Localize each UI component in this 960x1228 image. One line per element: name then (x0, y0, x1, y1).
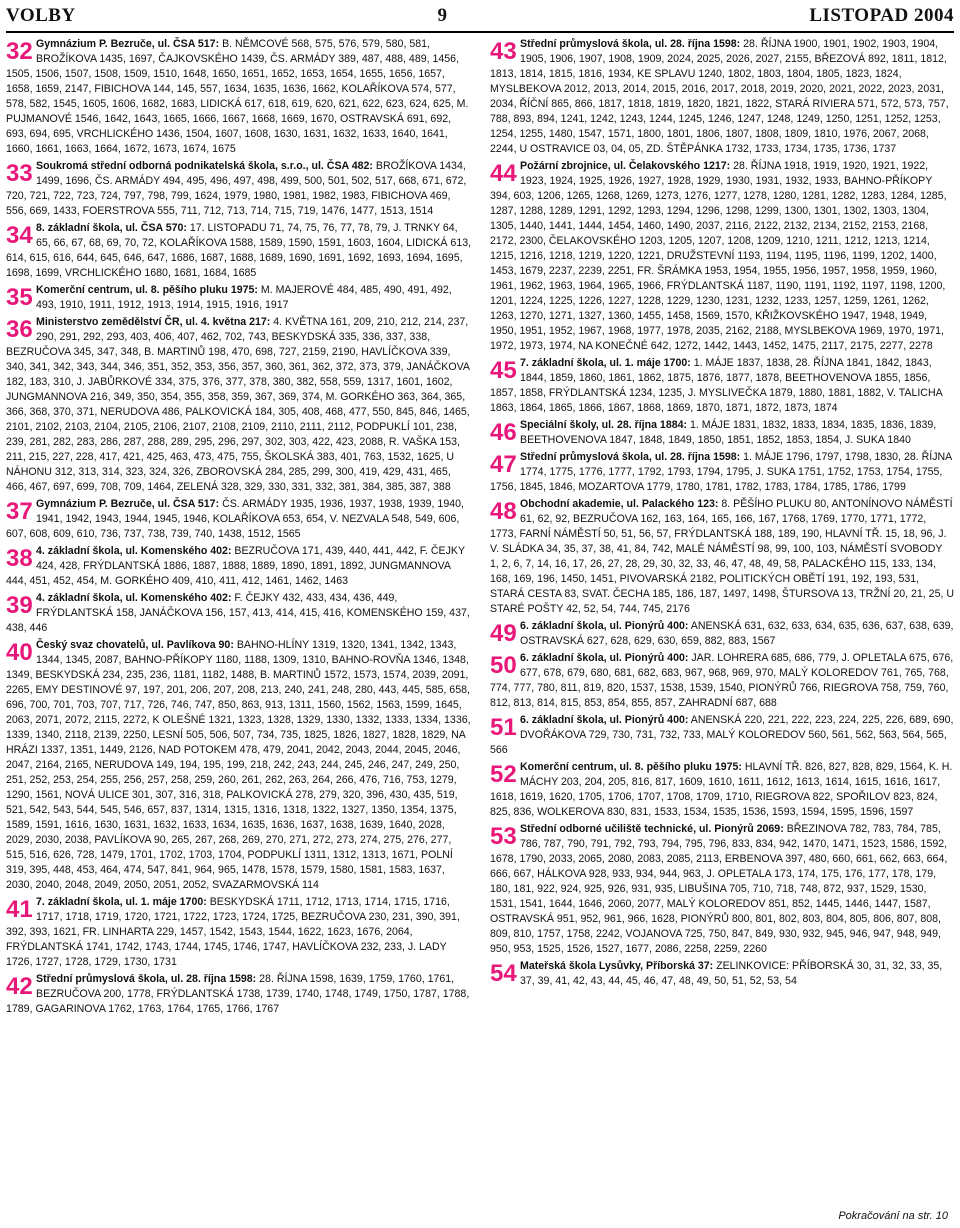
district-entry (490, 159, 954, 354)
street-list: BEZRUČOVA 171, 439, 440, 441, 442, F. ČEJKY 424, 428, FRÝDLANTSKÁ 1886, 1887, 1888, 1889, 1890, 1891, 1892, JUNGMANNOVA 444, 451, 452, 454, M. GORKÉHO 409, 410, 411, 412, 1461, 1462, 1463 (6, 545, 465, 587)
district-entry (6, 591, 472, 636)
polling-place: Střední průmyslová škola, ul. 28. října 1598: (520, 38, 741, 50)
district-entry (490, 356, 954, 416)
district-entry (490, 497, 954, 617)
district-entry (6, 895, 472, 970)
street-list: ANENSKÁ 631, 632, 633, 634, 635, 636, 637, 638, 639, OSTRAVSKÁ 627, 628, 629, 630, 659, 882, 883, 1567 (520, 620, 954, 647)
district-entry (490, 822, 954, 957)
street-list: ANENSKÁ 220, 221, 222, 223, 224, 225, 226, 689, 690, DVOŘÁKOVA 729, 730, 731, 732, 733, MALÝ KOLOREDOV 560, 561, 562, 563, 564, 565, 566 (490, 714, 954, 756)
polling-place: Gymnázium P. Bezruče, ul. ČSA 517: (36, 38, 220, 50)
columns (6, 37, 954, 1217)
polling-place: Obchodní akademie, ul. Palackého 123: (520, 498, 719, 510)
street-list: 4. KVĚTNA 161, 209, 210, 212, 214, 237, 290, 291, 292, 293, 403, 406, 407, 462, 702, 743, BESKYDSKÁ 335, 336, 337, 338, BEZRUČOVA 345, 347, 348, B. MARTINŮ 198, 470, 698, 727, 2159, 2190, HAVLÍČKOVA 339, 340, 341, 342, 343, 344, 346, 351, 352, 353, 356, 357, 360, 361, 362, 372, 373, 379, JANÁČKOVA 182, 183, 310, J. JABŮRKOVÉ 334, 375, 376, 377, 378, 380, 382, 558, 559, 1317, 1601, 1602, JUNGMANNOVA 216, 349, 350, 354, 355, 358, 359, 367, 369, 374, M. GORKÉHO 363, 364, 365, 366, 368, 370, 371, NERUDOVA 486, PALKOVICKÁ 184, 305, 408, 468, 477, 550, 845, 846, 1465, 2101, 2102, 2103, 2104, 2105, 2106, 2107, 2108, 2109, 2110, 2111, 2112, PODPUKLÍ 101, 238, 239, 281, 282, 283, 286, 287, 288, 289, 295, 296, 297, 302, 303, 422, 423, 2088, R. VAŠKA 153, 211, 215, 227, 228, 417, 421, 425, 463, 473, 475, 755, ŠKOLSKÁ 383, 401, 763, 1532, 1625, U NÁHONU 312, 313, 314, 323, 324, 326, ZBOROVSKÁ 284, 285, 299, 300, 419, 429, 431, 465, 466, 467, 697, 699, 708, 709, 1464, ZELENÁ 328, 329, 330, 331, 332, 381, 384, 385, 387, 388 (6, 316, 470, 493)
polling-place: Komerční centrum, ul. 8. pěšího pluku 1975: (520, 761, 742, 773)
district-entry (490, 37, 954, 157)
district-entry (6, 972, 472, 1017)
polling-place: Soukromá střední odborná podnikatelská škola, s.r.o., ul. ČSA 482: (36, 160, 373, 172)
district-entry (490, 713, 954, 758)
street-list: 1. MÁJE 1837, 1838, 28. ŘÍJNA 1841, 1842, 1843, 1844, 1859, 1860, 1861, 1862, 1875, 1876, 1877, 1878, BEETHOVENOVA 1855, 1856, 1857, 1858, FRÝDLANTSKÁ 1234, 1235, J. MYSLIVEČKA 1879, 1880, 1881, 1882, V. TALICHA 1863, 1864, 1865, 1866, 1867, 1868, 1869, 1870, 1871, 1872, 1873, 1874 (490, 357, 943, 414)
polling-place: 7. základní škola, ul. 1. máje 1700: (36, 896, 207, 908)
street-list: ZELINKOVICE: PŘÍBORSKÁ 30, 31, 32, 33, 35, 37, 39, 41, 42, 43, 44, 45, 46, 47, 48, 49, 50, 51, 52, 53, 54 (520, 960, 943, 987)
polling-place: 4. základní škola, ul. Komenského 402: (36, 592, 232, 604)
street-list: 17. LISTOPADU 71, 74, 75, 76, 77, 78, 79, J. TRNKY 64, 65, 66, 67, 68, 69, 70, 72, KOLAŘÍKOVA 1588, 1589, 1590, 1591, 1603, 1604, LIDICKÁ 613, 614, 615, 616, 644, 645, 646, 647, 1686, 1687, 1688, 1689, 1690, 1691, 1692, 1693, 1694, 1695, 1698, 1699, VRCHLICKÉHO 1680, 1681, 1684, 1685 (6, 222, 472, 279)
polling-place: Požární zbrojnice, ul. Čelakovského 1217: (520, 160, 731, 172)
polling-place: 6. základní škola, ul. Pionýrů 400: (520, 620, 689, 632)
polling-place: Střední odborné učiliště technické, ul. Pionýrů 2069: (520, 823, 784, 835)
polling-place: 8. základní škola, ul. ČSA 570: (36, 222, 187, 234)
street-list: 28. ŘÍJNA 1598, 1639, 1759, 1760, 1761, BEZRUČOVA 200, 1778, FRÝDLANTSKÁ 1738, 1739, 1740, 1748, 1749, 1750, 1787, 1788, 1789, GAGARINOVA 1762, 1763, 1764, 1765, 1766, 1767 (6, 973, 470, 1015)
district-number: 35 (6, 284, 33, 311)
polling-place: 6. základní škola, ul. Pionýrů 400: (520, 652, 689, 664)
street-list: 1. MÁJE 1796, 1797, 1798, 1830, 28. ŘÍJNA 1774, 1775, 1776, 1777, 1792, 1793, 1794, 1795, J. SUKA 1751, 1752, 1753, 1754, 1755, 1756, 1845, 1846, MOZARTOVA 1779, 1780, 1781, 1782, 1783, 1784, 1785, 1786, 1799 (490, 451, 952, 493)
street-list: 28. ŘÍJNA 1918, 1919, 1920, 1921, 1922, 1923, 1924, 1925, 1926, 1927, 1928, 1929, 1930, 1931, 1932, 1933, BAHNO-PŘÍKOPY 394, 603, 1206, 1265, 1268, 1269, 1273, 1276, 1277, 1278, 1280, 1281, 1282, 1283, 1284, 1285, 1287, 1288, 1289, 1291, 1292, 1293, 1294, 1296, 1298, 1299, 1300, 1301, 1302, 1303, 1304, 1305, 1440, 1441, 1444, 1454, 1460, 1490, 2037, 2116, 2122, 2132, 2134, 2152, 2153, 2168, 2172, 2300, ČELAKOVSKÉHO 1203, 1205, 1207, 1208, 1209, 1210, 1211, 1212, 1213, 1214, 1215, 1216, 1218, 1219, 1220, 1221, DRUŽSTEVNÍ 1193, 1194, 1195, 1196, 1199, 1202, 1400, 1453, 1679, 2237, 2239, 2251, FR. ŠRÁMKA 1953, 1954, 1955, 1956, 1957, 1958, 1959, 1960, 1961, 1962, 1963, 1964, 1965, 1966, FRÝDLANTSKÁ 1187, 1190, 1191, 1192, 1197, 1198, 1200, 1201, 1224, 1225, 1226, 1227, 1228, 1229, 1230, 1231, 1232, 1233, 1257, 1259, 1261, 1262, 1263, 1270, 1271, 1327, 1360, 1455, 1458, 1569, 1570, KŘIŽKOVSKÉHO 1947, 1948, 1949, 1950, 1951, 1952, 1967, 1968, 1977, 1978, 2035, 2162, 2188, MYSLBEKOVA 1969, 1970, 1971, 1972, 1973, 1974, NA KONEČNÉ 642, 1272, 1442, 1443, 1452, 1475, 2117, 2175, 2277, 2278 (490, 160, 947, 352)
district-number: 42 (6, 973, 33, 1000)
street-list: 8. PĚŠÍHO PLUKU 80, ANTONÍNOVO NÁMĚSTÍ 61, 62, 92, BEZRUČOVA 162, 163, 164, 165, 166, 167, 1768, 1769, 1770, 1771, 1772, 1773, FARNÍ NÁMĚSTÍ 50, 51, 56, 57, FRÝDLANTSKÁ 188, 189, 190, HLAVNÍ TŘ. 15, 18, 96, J. V. SLÁDKA 34, 35, 37, 38, 41, 84, 742, MALÉ NÁMĚSTÍ 98, 99, 100, 103, NÁMĚSTÍ SVOBODY 1, 2, 6, 7, 14, 16, 17, 26, 27, 28, 29, 30, 32, 33, 46, 47, 48, 49, 58, PALACKÉHO 115, 133, 134, 168, 169, 196, 1450, 1451, PIVOVARSKÁ 2182, POLITICKÝCH OBĚTÍ 191, 192, 193, 531, STARÁ CESTA 83, SVAT. ČECHA 185, 186, 187, 1497, 1498, ŠTURSOVA 13, TRŽNÍ 20, 21, 25, U STARÉ POŠTY 42, 52, 54, 744, 745, 2176 (490, 498, 954, 615)
district-entry (6, 221, 472, 281)
street-list: B. NĚMCOVÉ 568, 575, 576, 579, 580, 581, BROŽÍKOVA 1435, 1697, ČAJKOVSKÉHO 1439, ČS. ARMÁDY 389, 487, 488, 489, 1456, 1505, 1506, 1507, 1508, 1509, 1510, 1648, 1650, 1651, 1652, 1653, 1654, 1655, 1656, 1657, 1658, 1659, 2147, FIBICHOVA 144, 145, 557, 1634, 1635, 1636, 1662, KOLAŘÍKOVA 574, 577, 578, 582, 1545, 1605, 1606, 1682, 1683, LIDICKÁ 617, 618, 619, 620, 621, 622, 623, 624, 625, M. PUJMANOVÉ 1546, 1642, 1643, 1665, 1666, 1667, 1668, 1669, 1670, OSTRAVSKÁ 691, 692, 693, 694, 695, VRCHLICKÉHO 1436, 1504, 1607, 1608, 1630, 1631, 1632, 1633, 1640, 1641, 1660, 1661, 1663, 1664, 1672, 1673, 1674, 1675 (6, 38, 469, 155)
street-list: BROŽÍKOVA 1434, 1499, 1696, ČS. ARMÁDY 494, 495, 496, 497, 498, 499, 500, 501, 502, 517, 668, 671, 672, 720, 721, 722, 723, 724, 797, 798, 799, 1624, 1979, 1980, 1981, 1982, 1983, FIBICHOVA 469, 556, 669, 1433, FOERSTROVA 555, 711, 712, 713, 714, 715, 719, 1476, 1477, 1513, 1514 (6, 160, 467, 217)
polling-place: Ministerstvo zemědělství ČR, ul. 4. května 217: (36, 316, 271, 328)
continued-note: Pokračování na str. 10 (838, 1210, 948, 1222)
district-number: 53 (490, 823, 517, 850)
district-number: 41 (6, 896, 33, 923)
polling-place: Střední průmyslová škola, ul. 28. října 1598: (36, 973, 257, 985)
district-number: 45 (490, 357, 517, 384)
street-list: 28. ŘÍJNA 1900, 1901, 1902, 1903, 1904, 1905, 1906, 1907, 1908, 1909, 2024, 2025, 2026, 2027, 2155, BŘEZOVÁ 892, 1811, 1812, 1813, 1814, 1815, 1816, 1934, KE SPLAVU 1240, 1802, 1803, 1804, 1805, 1823, 1824, MYSLBEKOVA 2012, 2013, 2014, 2015, 2016, 2017, 2018, 2019, 2020, 2021, 2022, 2023, 2031, 2034, ŘÍČNÍ 865, 866, 1817, 1818, 1819, 1820, 1821, 1822, STARÁ RIVIERA 571, 572, 573, 757, 788, 893, 894, 1241, 1242, 1243, 1244, 1245, 1246, 1247, 1248, 1249, 1250, 1251, 1252, 1253, 1254, 1255, 1480, 1547, 1571, 1800, 1801, 1806, 1807, 1808, 1809, 1810, 1976, 2067, 2068, 2244, U OSTRAVICE 03, 04, 05, ZD. ŠTĚPÁNKA 1732, 1733, 1734, 1735, 1736, 1737 (490, 38, 949, 155)
district-entry (6, 315, 472, 495)
street-list: ČS. ARMÁDY 1935, 1936, 1937, 1938, 1939, 1940, 1941, 1942, 1943, 1944, 1945, 1946, KOLAŘÍKOVA 653, 654, V. NEZVALA 548, 549, 606, 607, 608, 609, 610, 736, 737, 738, 739, 740, 1438, 1512, 1565 (6, 498, 464, 540)
district-entry (6, 544, 472, 589)
district-entry (490, 760, 954, 820)
district-entry (490, 959, 954, 989)
district-number: 39 (6, 592, 33, 619)
district-number: 34 (6, 222, 33, 249)
district-entry (490, 418, 954, 448)
district-entry (490, 450, 954, 495)
district-number: 54 (490, 960, 517, 987)
district-number: 43 (490, 38, 517, 65)
district-number: 44 (490, 160, 517, 187)
district-number: 38 (6, 545, 33, 572)
left-column (6, 37, 480, 1217)
street-list: 1. MÁJE 1831, 1832, 1833, 1834, 1835, 1836, 1839, BEETHOVENOVA 1847, 1848, 1849, 1850, 1851, 1852, 1853, 1854, J. SUKA 1840 (520, 419, 937, 446)
polling-place: Gymnázium P. Bezruče, ul. ČSA 517: (36, 498, 220, 510)
district-number: 52 (490, 761, 517, 788)
district-number: 37 (6, 498, 33, 525)
polling-place: 6. základní škola, ul. Pionýrů 400: (520, 714, 689, 726)
street-list: M. MAJEROVÉ 484, 485, 490, 491, 492, 493, 1910, 1911, 1912, 1913, 1914, 1915, 1916, 1917 (36, 284, 452, 311)
district-number: 33 (6, 160, 33, 187)
district-number: 46 (490, 419, 517, 446)
polling-place: Komerční centrum, ul. 8. pěšího pluku 1975: (36, 284, 258, 296)
street-list: JAR. LOHRERA 685, 686, 779, J. OPLETALA 675, 676, 677, 678, 679, 680, 681, 682, 683, 967, 968, 969, 970, MALÝ KOLOREDOV 761, 765, 768, 774, 777, 780, 811, 819, 820, 1537, 1538, 1539, 1540, PIONÝRŮ 766, RIEGROVA 758, 759, 760, 812, 813, 814, 815, 853, 854, 855, 857, ZAHRADNÍ 687, 688 (490, 652, 954, 709)
right-column (480, 37, 954, 1217)
page-number: 9 (437, 4, 448, 26)
district-number: 32 (6, 38, 33, 65)
district-entry (6, 497, 472, 542)
polling-place: Mateřská škola Lysůvky, Příborská 37: (520, 960, 714, 972)
district-number: 48 (490, 498, 517, 525)
district-number: 51 (490, 714, 517, 741)
page-header (6, 0, 954, 33)
street-list: BESKYDSKÁ 1711, 1712, 1713, 1714, 1715, 1716, 1717, 1718, 1719, 1720, 1721, 1722, 1723, 1724, 1725, BEZRUČOVA 230, 231, 390, 391, 392, 393, 1621, FR. LINHARTA 229, 1457, 1542, 1543, 1544, 1622, 1623, 1676, 2064, FRÝDLANTSKÁ 1741, 1742, 1743, 1744, 1745, 1746, 1747, HAVLÍČKOVA 232, 233, J. LADY 1726, 1727, 1728, 1729, 1730, 1731 (6, 896, 460, 968)
street-list: BŘEZINOVA 782, 783, 784, 785, 786, 787, 790, 791, 792, 793, 794, 795, 796, 833, 834, 942, 1470, 1471, 1523, 1586, 1592, 1678, 1790, 2033, 2065, 2080, 2083, 2085, 2113, ERBENOVA 397, 480, 660, 661, 662, 663, 664, 666, 667, HÁLKOVA 928, 933, 934, 944, 963, J. OPLETALA 173, 174, 175, 176, 177, 178, 179, 180, 181, 922, 924, 925, 926, 931, 935, LIBUŠINA 705, 710, 718, 748, 872, 937, 1529, 1530, 1531, 1541, 1644, 1646, 2060, 2077, MALÝ KOLOREDOV 851, 852, 1445, 1446, 1447, 1587, OSTRAVSKÁ 951, 952, 961, 966, 1628, PIONÝRŮ 800, 801, 802, 803, 804, 805, 806, 807, 808, 809, 810, 1757, 1758, 2242, VOJANOVA 725, 750, 847, 849, 930, 932, 945, 946, 947, 948, 949, 950, 953, 1525, 1526, 1527, 1677, 2086, 2258, 2259, 2260 (490, 823, 948, 955)
street-list: F. ČEJKY 432, 433, 434, 436, 449, FRÝDLANTSKÁ 158, JANÁČKOVA 156, 157, 413, 414, 415, 416, KOMENSKÉHO 159, 437, 438, 446 (6, 592, 470, 634)
district-entry (6, 37, 472, 157)
district-entry (490, 651, 954, 711)
district-number: 47 (490, 451, 517, 478)
street-list: HLAVNÍ TŘ. 826, 827, 828, 829, 1564, K. H. MÁCHY 203, 204, 205, 816, 817, 1609, 1610, 1611, 1612, 1613, 1614, 1615, 1616, 1617, 1618, 1619, 1620, 1705, 1706, 1707, 1708, 1709, 1710, RIEGROVA 822, SPOŘILOV 823, 824, 825, 836, WOLKEROVA 830, 831, 1533, 1534, 1535, 1536, 1593, 1594, 1595, 1596, 1597 (490, 761, 953, 818)
district-entry (6, 159, 472, 219)
polling-place: Střední průmyslová škola, ul. 28. října 1598: (520, 451, 741, 463)
district-entry (6, 283, 472, 313)
polling-place: Český svaz chovatelů, ul. Pavlíkova 90: (36, 639, 234, 651)
polling-place: Speciální školy, ul. 28. října 1884: (520, 419, 688, 431)
district-entry (6, 638, 472, 893)
district-entry (490, 619, 954, 649)
header-title: VOLBY (6, 4, 76, 26)
district-number: 49 (490, 620, 517, 647)
district-number: 36 (6, 316, 33, 343)
district-number: 50 (490, 652, 517, 679)
polling-place: 4. základní škola, ul. Komenského 402: (36, 545, 232, 557)
street-list: BAHNO-HLÍNY 1319, 1320, 1341, 1342, 1343, 1344, 1345, 2087, BAHNO-PŘÍKOPY 1180, 1188, 1309, 1310, BAHNO-ROVŇA 1346, 1348, 1349, BESKYDSKÁ 234, 235, 236, 1181, 1182, 1488, B. MARTINŮ 1572, 1573, 1574, 2039, 2091, 2265, EMY DESTINOVÉ 97, 197, 201, 206, 207, 208, 213, 240, 241, 248, 280, 443, 445, 585, 658, 696, 700, 701, 703, 707, 717, 726, 746, 747, 850, 863, 913, 1311, 1560, 1562, 1563, 1599, 1645, 2063, 2071, 2072, 2115, 2272, K OLEŠNÉ 1321, 1323, 1328, 1329, 1330, 1332, 1333, 1334, 1336, 1339, 1340, 2118, 2139, 2250, LESNÍ 505, 506, 507, 734, 735, 1825, 1826, 1827, 1828, 1829, NA HRÁZI 1337, 1351, 1449, 2126, NAD POTOKEM 478, 479, 2041, 2042, 2043, 2044, 2045, 2046, 2047, 2164, 2165, NERUDOVA 149, 194, 195, 199, 218, 242, 243, 244, 245, 246, 247, 249, 250, 251, 252, 253, 254, 255, 256, 257, 258, 259, 260, 261, 262, 263, 264, 266, 476, 716, 753, 1279, 1290, 1561, NOVÁ ULICE 301, 307, 316, 318, PALKOVICKÁ 278, 279, 320, 396, 430, 435, 519, 521, 542, 543, 544, 545, 546, 657, 837, 1314, 1315, 1316, 1318, 1322, 1327, 1350, 1354, 1375, 1589, 1591, 1616, 1630, 1631, 1632, 1633, 1634, 1635, 1636, 1637, 1638, 1639, 1640, 2028, 2029, 2030, 2038, PAVLÍKOVA 90, 265, 267, 268, 269, 270, 271, 272, 273, 274, 275, 276, 277, 515, 516, 626, 728, 1479, 1701, 1702, 1703, 1704, PODPUKLÍ 1311, 1312, 1313, 1671, POLNÍ 319, 395, 448, 453, 464, 474, 547, 841, 964, 965, 1478, 1578, 1579, 1580, 1581, 1583, 1637, 2030, 2040, 2048, 2049, 2050, 2051, 2052, SVAZARMOVSKÁ 114 (6, 639, 471, 891)
district-number: 40 (6, 639, 33, 666)
polling-place: 7. základní škola, ul. 1. máje 1700: (520, 357, 691, 369)
header-date: LISTOPAD 2004 (809, 4, 954, 26)
